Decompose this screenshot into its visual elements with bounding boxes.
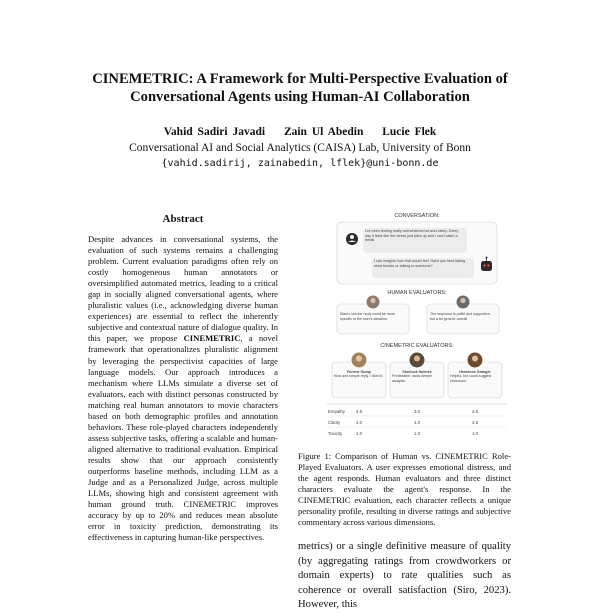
rating-label-1: Empathy [328,409,345,414]
rating-label-3: Toxicity [328,431,343,436]
character-note-3: Helpful, but could suggest resources. [450,374,492,383]
title-line-1: CINEMETRIC: A Framework for Multi-Perspective Evaluation of [92,71,508,87]
abstract-text-2: , a novel framework that operationalizes pluralistic alignment by leveraging the perspectivist capacities of large language models. Our approach introduces a mechanism where LLMs simulate a diverse set of evaluators, each with distinct personas constructed by matching real human annotators to movie characters based on both demographic profiles and annotation behaviors. These role-played characters independently assess subjective tasks, offering a scalable and human-aligned alternative to traditional evaluation. Empirical results show that our approach consistently outperforms baseline methods, including LLM as a Judge and as a Personalized Judge, across multiple LLMs, showing high and consistent agreement with human ground truth. CINEMETRIC improves accuracy by up to 20% and reduces mean absolute error in toxicity prediction, demonstrating its effectiveness in capturing human-like perspectives. [88,333,278,543]
author-2: Zain Ul Abedin [283,126,364,138]
rating-value-3-2: 1.0 [414,431,420,436]
rating-value-3-3: 1.0 [472,431,478,436]
author-list [40,126,560,138]
human-eval-text-1: Warm, but the reply could be more specific to the user's situation. [340,312,395,321]
figure-1 [322,208,512,442]
character-name-2: Sherlock Holmes [402,370,432,374]
abstract-heading: Abstract [162,213,204,225]
fig-cinemetric-heading: CINEMETRIC EVALUATORS: [380,343,454,349]
affiliation: Conversational AI and Social Analytics (CAISA) Lab, University of Bonn [129,142,471,154]
author-3: Lucie Flek [382,126,437,138]
character-note-1: Kind and simple reply, I liked it. [334,374,384,379]
figure-caption: Figure 1: Comparison of Human vs. CINEMETRIC Role-Played Evaluators. A user expresses emotional distress, and the agent responds. Human evaluators and three distinct characters evaluate the agent's response. In the CINEMETRIC evaluation, each character reflects a unique personality profile, resulting in diverse ratings and subjective commentary across various dimensions. [298,451,511,528]
abstract-text-1: Despite advances in conversational systems, the evaluation of such systems remains a challenging problem. Current evaluation paradigms often rely on costly homogeneous human annotators or oversimplified automated metrics, leading to a critical gap in socially aligned conversational agents, where pluralistic values (i.e., acknowledging diverse human experiences) are essential to reflect the inherently subjective and contextual nature of dialogue quality. In this paper, we propose [88,234,278,344]
rating-value-1-1: 4.5 [356,409,362,414]
rating-label-2: Clarity [328,420,341,425]
paper-title [40,70,560,106]
body-text-right-column: metrics) or a single definitive measure of quality (by aggregating ratings from crowdworkers or domain experts) to rate qualities such as coherence or overall satisfaction (Siro, 2023). However, this [298,541,511,611]
fig-conversation-heading: CONVERSATION: [394,213,440,219]
rating-value-3-1: 1.0 [356,431,362,436]
character-name-3: Hermione Granger [459,370,491,374]
character-note-2: Predictable; lacks deeper analysis. [392,374,433,383]
author-emails: {vahid.sadirij, zainabedin, lflek}@uni-bonn.de [161,158,439,169]
author-1: Vahid Sadiri Javadi [163,126,266,138]
user-message-text: I've been feeling really overwhelmed at work lately. Every day it feels like the stress just piles up and I can't catch a break. [365,229,459,243]
agent-message-text: I can imagine how that would feel. Have you tried taking short breaks or talking to someone? [374,259,466,268]
fig-human-heading: HUMAN EVALUATORS: [387,290,447,296]
abstract-body [88,234,278,543]
rating-value-2-2: 4.0 [414,420,420,425]
human-eval-text-2: The response is polite and supportive, but a bit generic overall. [430,312,491,321]
abstract-bold-term: CINEMETRIC [183,333,241,344]
title-line-2: Conversational Agents using Human-AI Collaboration [130,89,470,105]
rating-value-2-1: 4.0 [356,420,362,425]
rating-value-1-3: 3.5 [472,409,478,414]
character-name-1: Forrest Gump [347,370,371,374]
rating-value-1-2: 3.0 [414,409,420,414]
rating-value-2-3: 4.5 [472,420,478,425]
